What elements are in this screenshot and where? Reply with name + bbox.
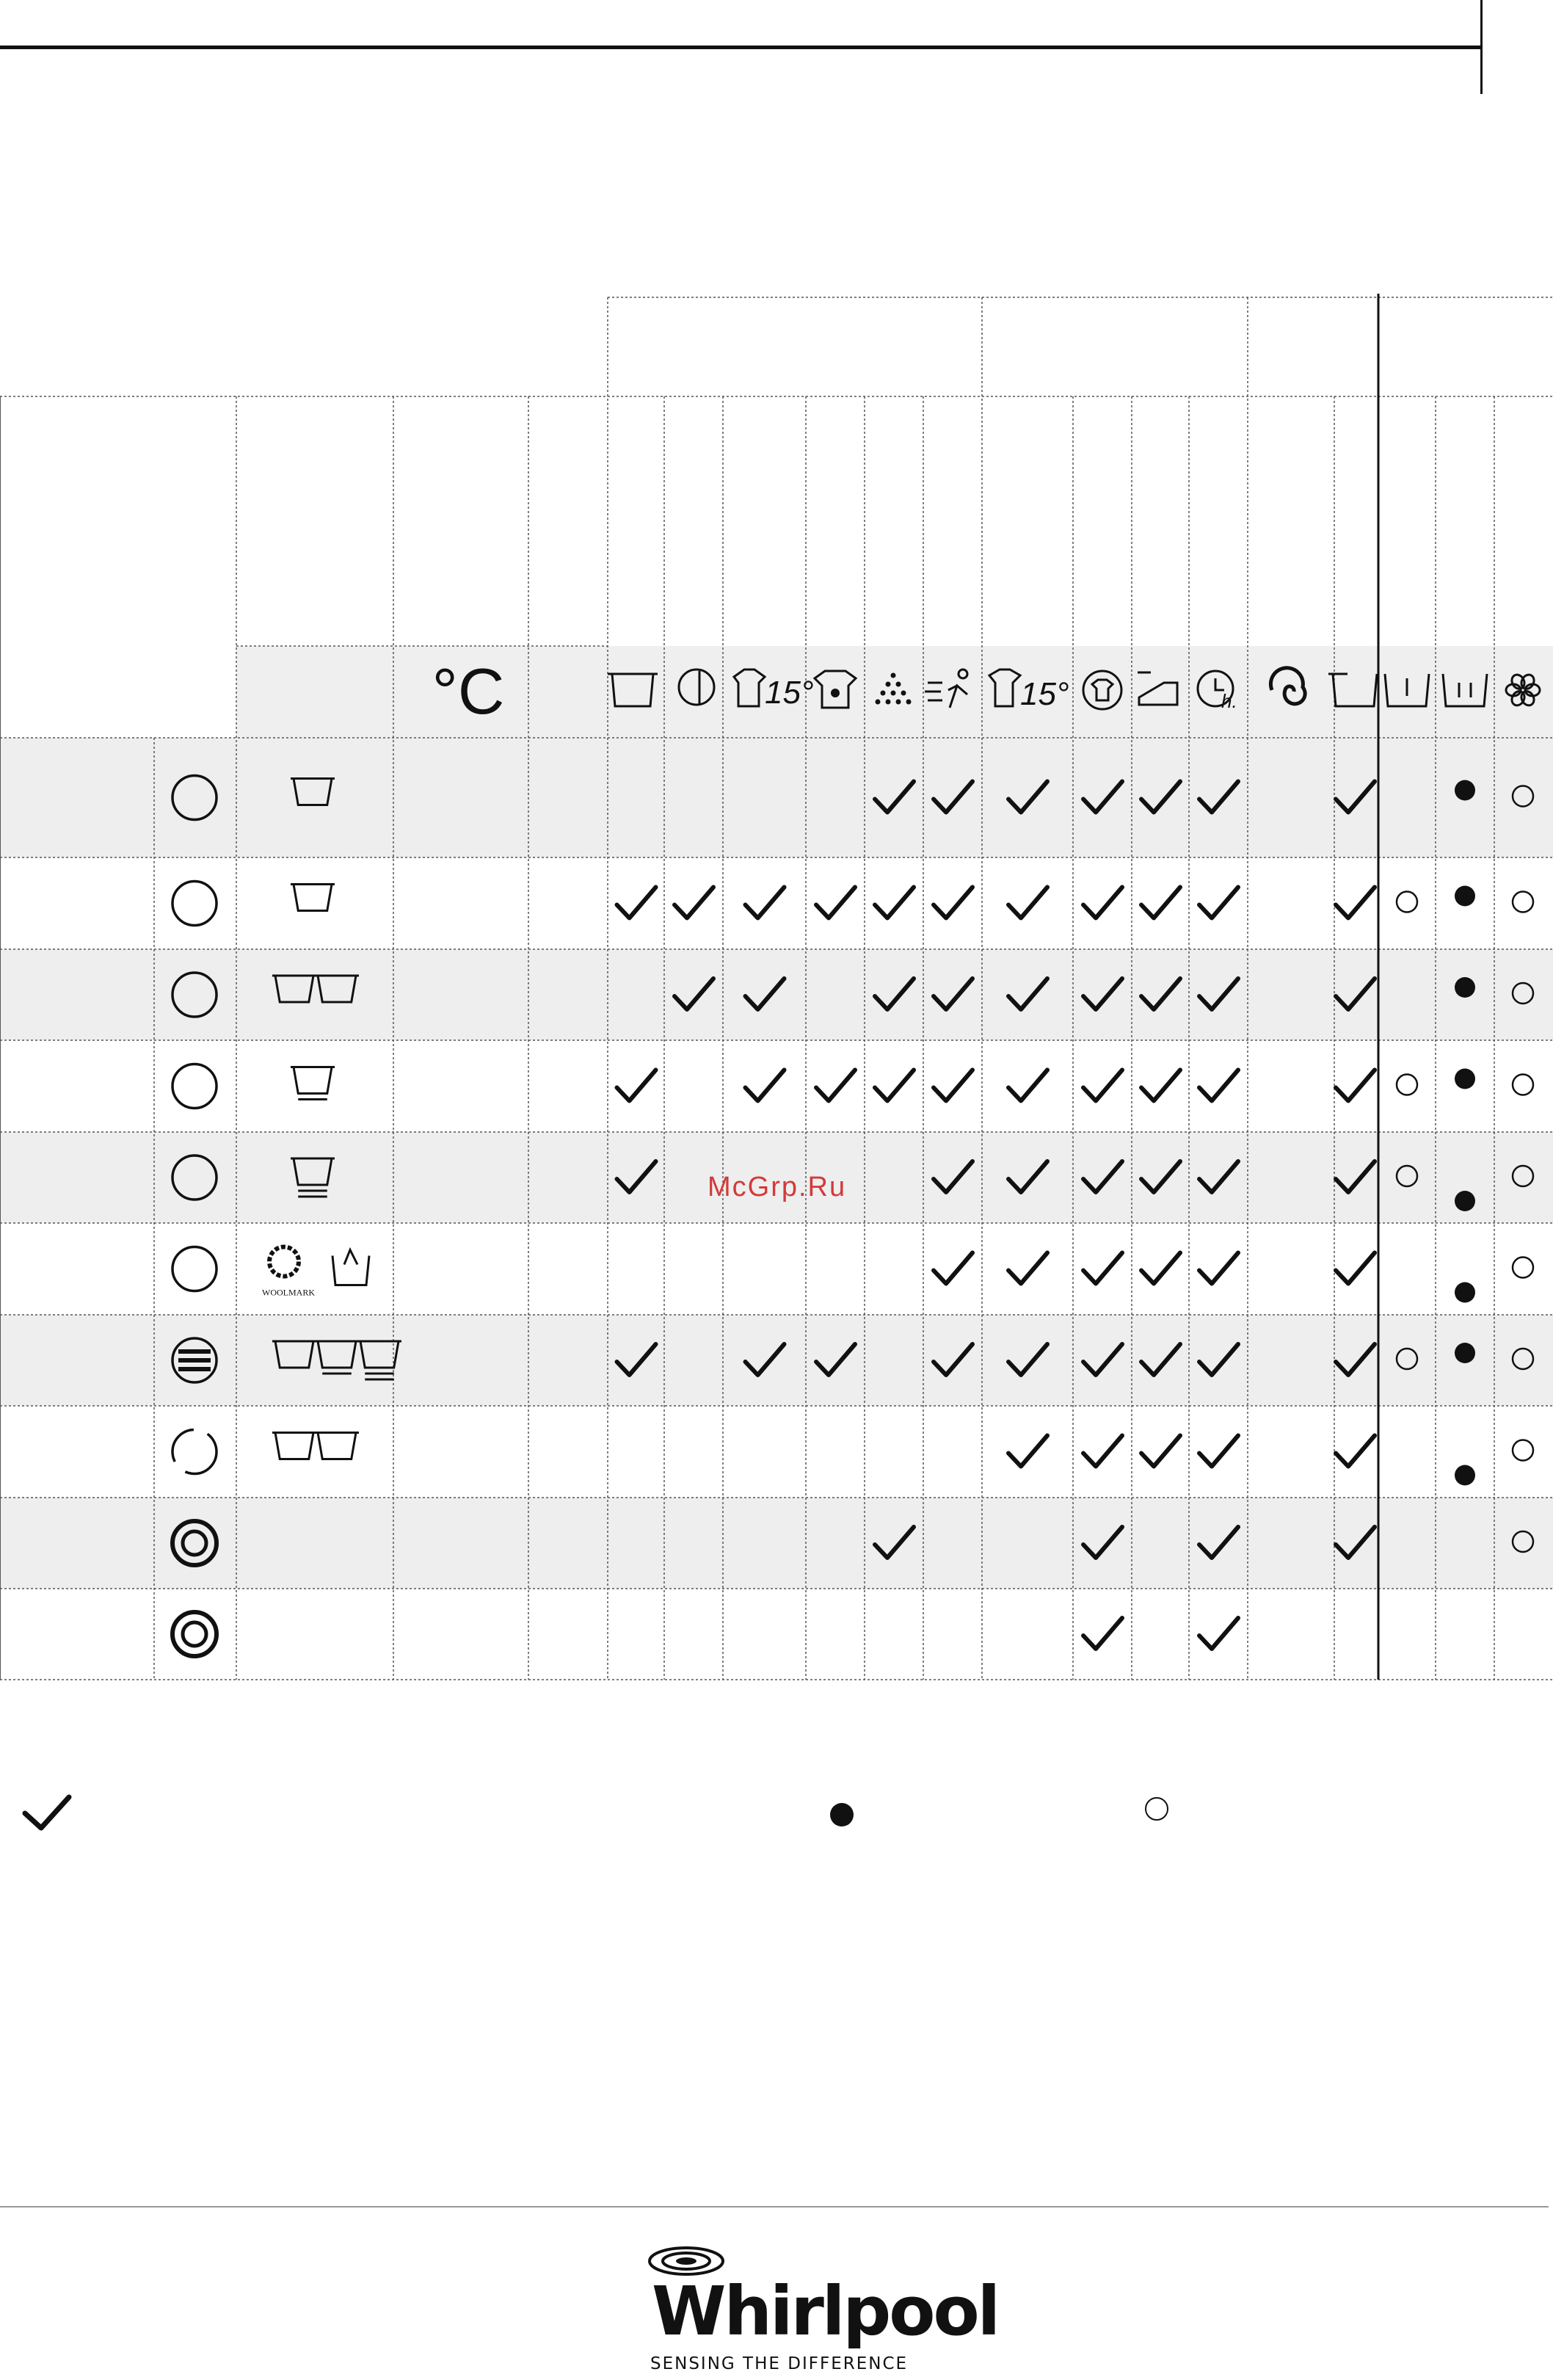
ring-mark [1397,892,1417,913]
ring-mark [1513,892,1533,913]
ring-mark [1513,1440,1533,1461]
legend-ring-icon [1145,1797,1168,1821]
check-mark [1083,1070,1122,1101]
check-mark [1083,1253,1122,1284]
dot-mark [1455,977,1475,998]
check-mark [1199,1253,1238,1284]
check-mark [674,888,713,918]
check-mark [1008,1436,1047,1467]
bottom-rule [0,2206,1549,2207]
wool-ball-icon [172,1247,217,1291]
check-mark [934,888,972,918]
check-mark [1083,888,1122,918]
cotton-flower-icon [172,882,217,926]
table-row [172,1612,217,1656]
check-mark [1336,1253,1375,1284]
tub-icon [291,1067,335,1100]
check-mark [1336,1070,1375,1101]
tub-icon [291,885,335,911]
check-mark [1199,1070,1238,1101]
svg-text:15°: 15° [1020,676,1069,712]
check-mark [1008,1070,1047,1101]
woolmark-label: WOOLMARK [262,1287,315,1298]
check-mark [875,888,914,918]
ring-mark [1397,1075,1417,1095]
row-shading [0,949,1553,1040]
dot-mark [1455,780,1475,801]
ring-mark [1513,1258,1533,1278]
dot-mark [1455,1282,1475,1303]
tub-icon [272,1433,316,1459]
legend-check-icon [22,1791,73,1835]
check-mark [875,1070,914,1101]
icon-header-bg [608,646,1553,738]
svg-text:15°: 15° [765,675,814,711]
logo-brand: Whirlpool [652,2272,999,2351]
check-mark [1008,1253,1047,1284]
check-mark [746,888,785,918]
check-mark [816,1070,855,1101]
whirlpool-logo [631,2243,999,2375]
row-shading [0,738,1553,857]
legend-dot-icon [830,1803,854,1826]
check-mark [1199,1436,1238,1467]
check-mark [934,1070,972,1101]
check-mark [1083,1618,1122,1649]
check-mark [1141,1070,1180,1101]
check-mark [746,1070,785,1101]
dot-mark [1455,886,1475,907]
temperature-header-bg [236,646,608,738]
quick-timer-icon [172,1430,217,1474]
check-mark [816,888,855,918]
check-mark [1141,888,1180,918]
hand-wash-icon [332,1250,369,1285]
temperature-unit: °C [432,655,505,728]
check-mark [1336,888,1375,918]
synthetic-flask-icon [172,1064,217,1109]
check-mark [617,1070,656,1101]
check-mark [934,1253,972,1284]
spin-only-icon [172,1612,217,1656]
dot-mark [1455,1191,1475,1211]
check-mark [1336,1436,1375,1467]
table-row [172,1247,1533,1303]
logo-tagline: SENSING THE DIFFERENCE [650,2354,909,2373]
table-row [172,1430,1533,1486]
ring-mark [1513,1075,1533,1095]
check-mark [1199,888,1238,918]
check-mark [1008,888,1047,918]
dot-mark [1455,1465,1475,1486]
check-mark [1199,1618,1238,1649]
row-shading [0,1315,1553,1406]
svg-text:h.: h. [1221,690,1237,712]
dot-mark [1455,1069,1475,1089]
check-mark [1141,1436,1180,1467]
check-mark [617,888,656,918]
dot-mark [1455,1343,1475,1363]
row-shading [0,1498,1553,1589]
tub-icon [315,1433,359,1459]
check-mark [1083,1436,1122,1467]
check-mark [1141,1253,1180,1284]
woolmark-icon [262,1247,315,1298]
watermark: McGrp.Ru [708,1172,847,1202]
